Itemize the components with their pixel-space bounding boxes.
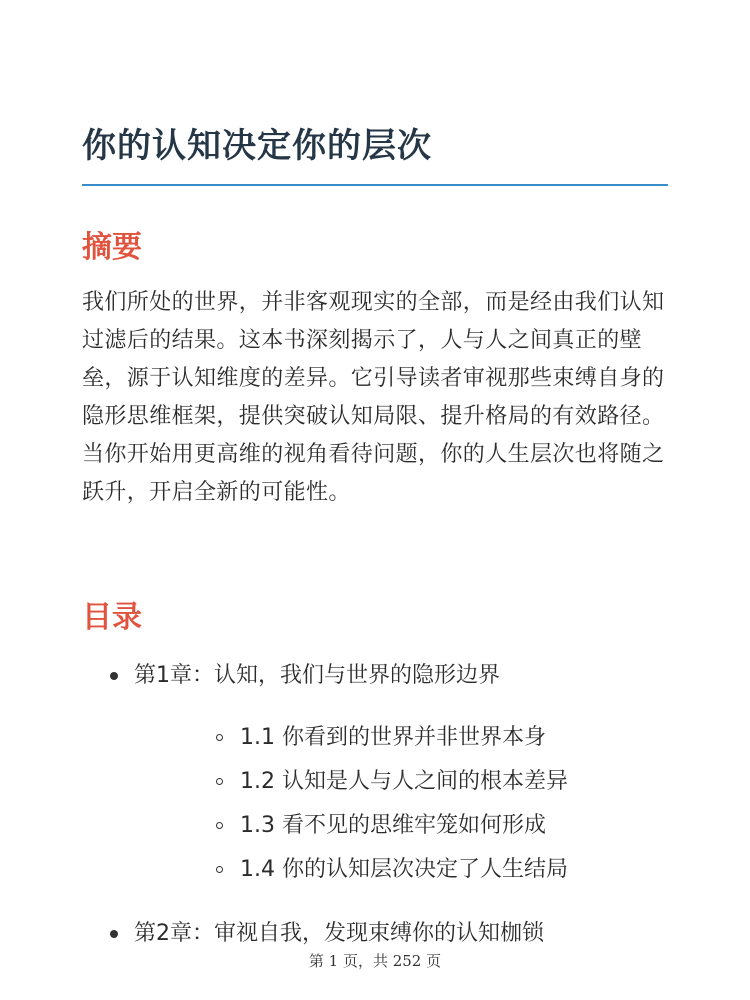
toc-section-1-4 [134, 848, 668, 892]
toc-chapter-1 [82, 656, 668, 892]
table-of-contents [82, 656, 668, 954]
book-title: 你的认知决定你的层次 [82, 126, 432, 166]
circle-bullet-icon [216, 734, 223, 741]
bullet-icon [110, 672, 118, 680]
bullet-icon [110, 930, 118, 938]
summary-heading: 摘要 [82, 230, 142, 265]
title-divider [82, 184, 668, 186]
toc-chapter-2 [82, 914, 668, 954]
toc-heading: 目录 [82, 600, 142, 635]
chapter-title: 第1章：认知，我们与世界的隐形边界 [134, 663, 500, 688]
toc-section-1-1 [134, 716, 668, 760]
section-title: 1.3 看不见的思维牢笼如何形成 [240, 813, 546, 838]
chapter-title: 第2章：审视自我，发现束缚你的认知枷锁 [134, 921, 544, 946]
circle-bullet-icon [216, 866, 223, 873]
section-title: 1.2 认知是人与人之间的根本差异 [240, 769, 568, 794]
chapter-1-sections [134, 716, 668, 892]
page-number: 第 1 页，共 252 页 [308, 952, 442, 970]
toc-section-1-2 [134, 760, 668, 804]
toc-section-1-3 [134, 804, 668, 848]
circle-bullet-icon [216, 778, 223, 785]
summary-paragraph: 我们所处的世界，并非客观现实的全部，而是经由我们认知过滤后的结果。这本书深刻揭示了，人与人之间真正的壁垒，源于认知维度的差异。它引导读者审视那些束缚自身的隐形思维框架，提供突破认知局限、提升格局的有效路径。当你开始用更高维的视角看待问题，你的人生层次也将随之跃升，开启全新的可能性。 [82, 290, 665, 505]
section-title: 1.4 你的认知层次决定了人生结局 [240, 857, 568, 882]
circle-bullet-icon [216, 822, 223, 829]
section-title: 1.1 你看到的世界并非世界本身 [240, 725, 546, 750]
